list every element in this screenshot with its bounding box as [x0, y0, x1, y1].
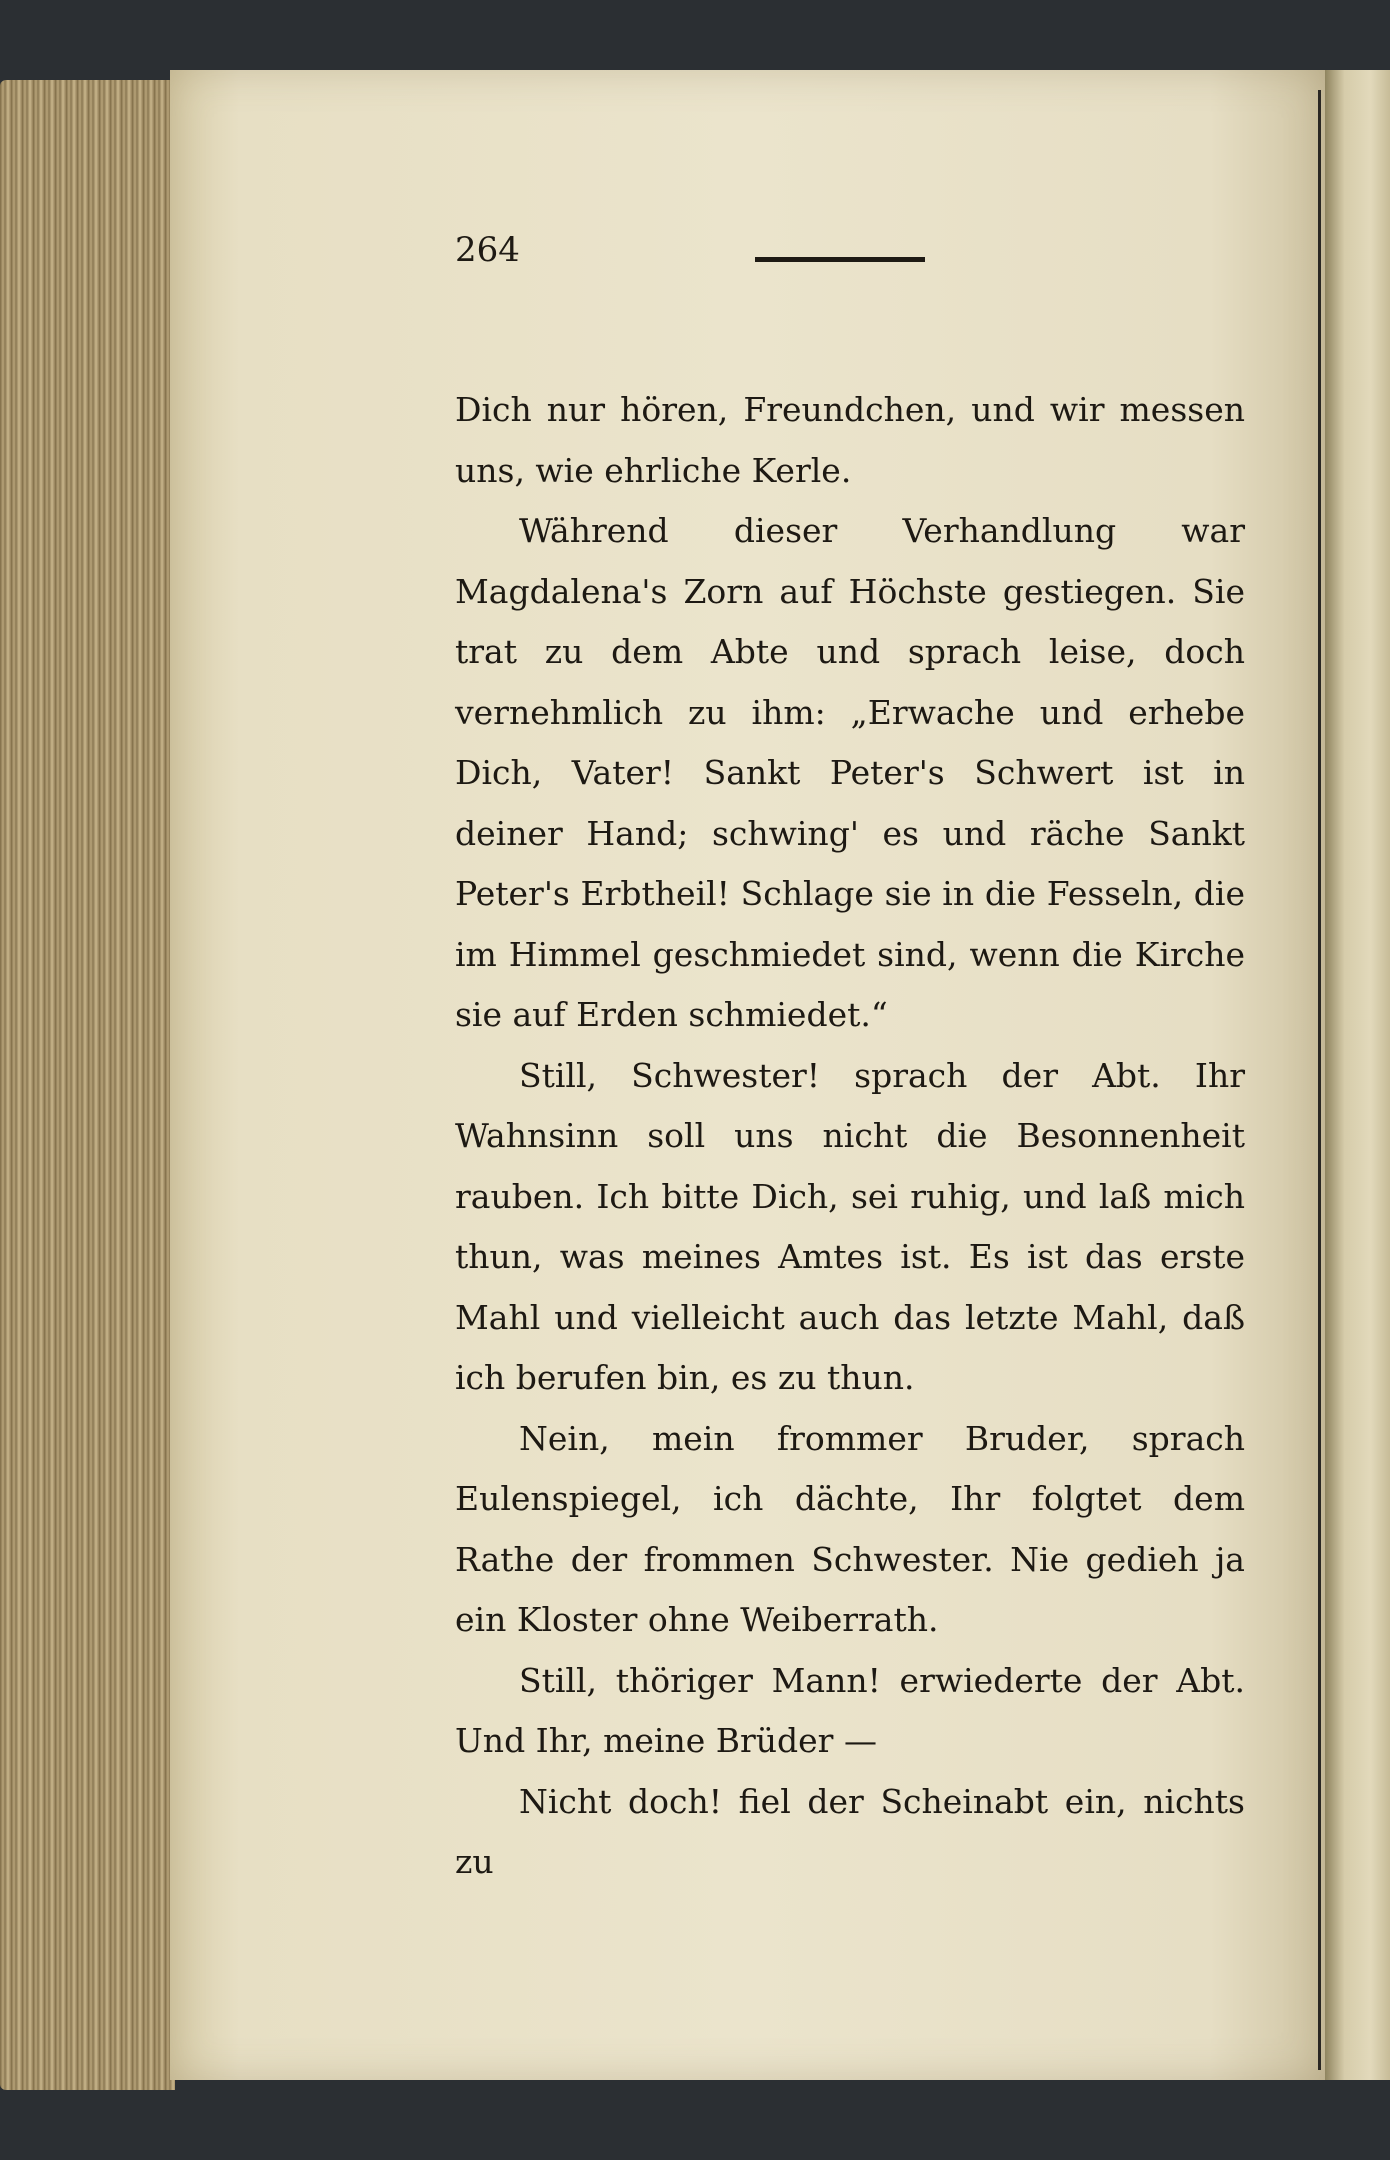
facing-page-edge	[1325, 70, 1390, 2080]
body-text	[455, 380, 1245, 1893]
paragraph: Still, thöriger Mann! erwiederte der Abt. Und Ihr, meine Brüder —	[455, 1660, 1245, 1760]
page-number: 264	[455, 230, 520, 270]
gutter-shadow	[1318, 90, 1321, 2070]
header-rule	[755, 257, 925, 262]
paragraph: Nein, mein frommer Bruder, sprach Eulenspiegel, ich dächte, Ihr folgtet dem Rathe der frommen Schwester. Nie gedieh ja ein Kloster ohne Weiberrath.	[455, 1418, 1245, 1639]
page-header	[455, 230, 1255, 290]
paragraph: Dich nur hören, Freundchen, und wir messen uns, wie ehrliche Kerle.	[455, 390, 1245, 490]
paragraph: Nicht doch! fiel der Scheinabt ein, nichts zu	[455, 1781, 1245, 1881]
paragraph: Während dieser Verhandlung war Magdalena's Zorn auf Höchste gestiegen. Sie trat zu dem Abte und sprach leise, doch vernehmlich zu ihm: „Erwache und erhebe Dich, Vater! Sankt Peter's Schwert ist in deiner Hand; schwing' es und räche Sankt Peter's Erbtheil! Schlage sie in die Fesseln, die im Himmel geschmiedet sind, wenn die Kirche sie auf Erden schmiedet.“	[455, 511, 1245, 1034]
page-edges	[0, 80, 175, 2090]
paragraph: Still, Schwester! sprach der Abt. Ihr Wahnsinn soll uns nicht die Besonnenheit rauben. Ich bitte Dich, sei ruhig, und laß mich thun, was meines Amtes ist. Es ist das erste Mahl und vielleicht auch das letzte Mahl, daß ich berufen bin, es zu thun.	[455, 1055, 1245, 1397]
